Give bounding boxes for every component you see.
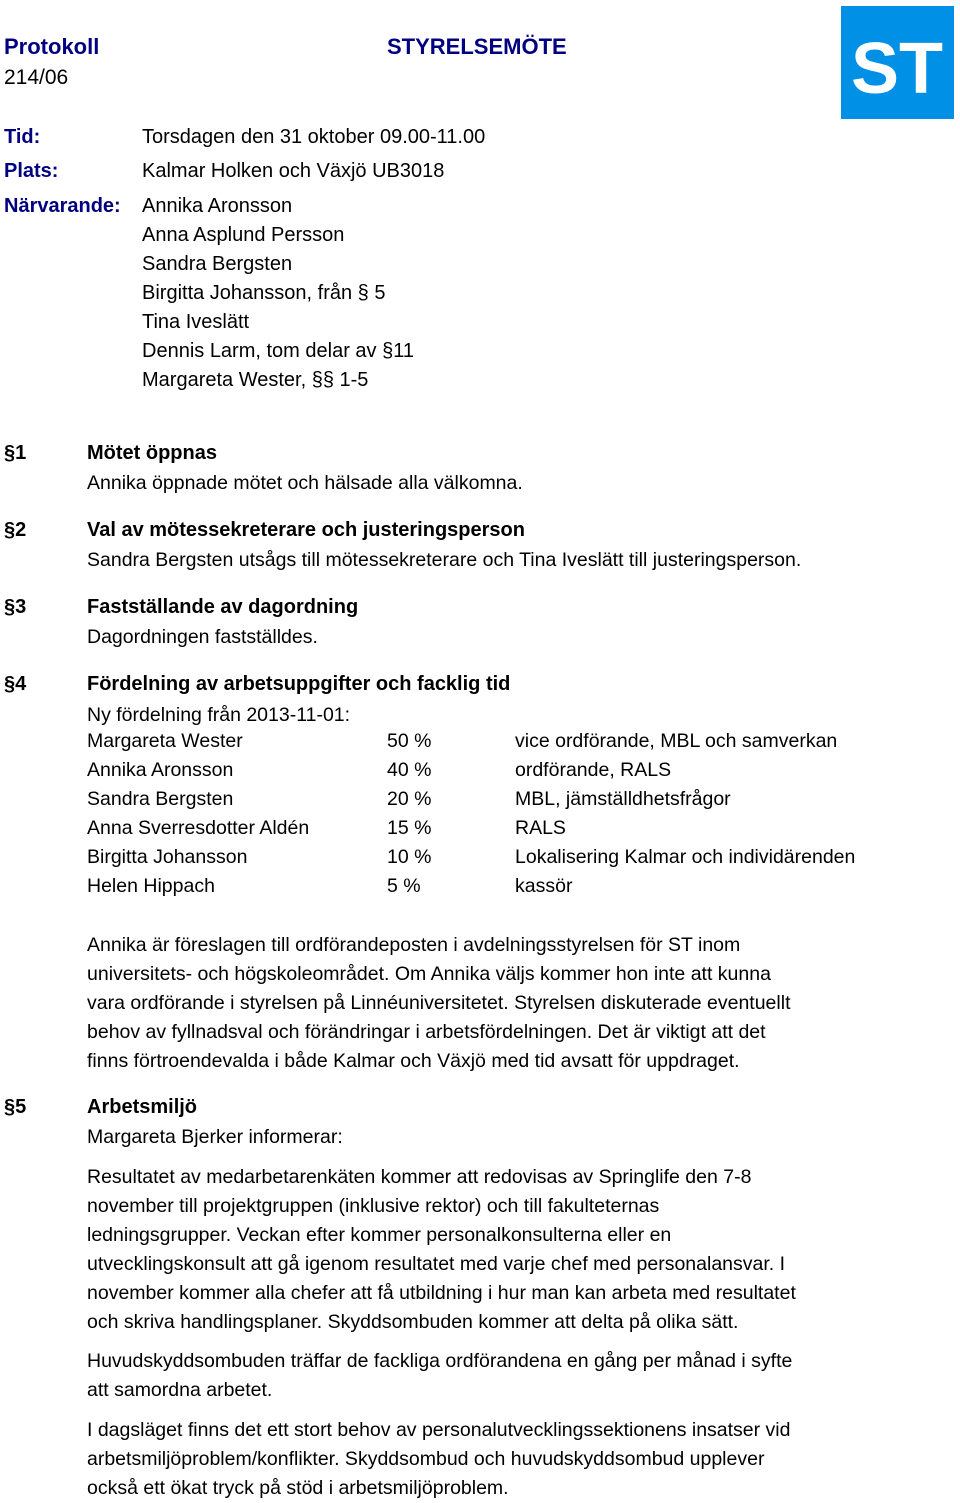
section-5-paragraph-1 (87, 1163, 796, 1337)
section-1-text: Annika öppnade mötet och hälsade alla välkomna. (87, 472, 523, 494)
allocation-row (87, 875, 927, 904)
section-1-title: Mötet öppnas (87, 442, 217, 464)
allocation-percent: 10 % (387, 846, 432, 868)
allocation-name: Helen Hippach (87, 875, 215, 897)
place-label: Plats: (4, 160, 59, 182)
section-4-title: Fördelning av arbetsuppgifter och facklig tid (87, 673, 511, 695)
time-value: Torsdagen den 31 oktober 09.00-11.00 (142, 126, 486, 148)
section-5-intro: Margareta Bjerker informerar: (87, 1126, 343, 1148)
section-4-number: §4 (4, 673, 27, 695)
section-3-title: Fastställande av dagordning (87, 596, 359, 618)
allocation-role: ordförande, RALS (515, 759, 672, 781)
attendee: Birgitta Johansson, från § 5 (142, 282, 386, 304)
section-2-text: Sandra Bergsten utsågs till mötessekreterare och Tina Iveslätt till justeringsperson. (87, 549, 802, 571)
section-5-paragraph-2 (87, 1347, 792, 1405)
section-1-number: §1 (4, 442, 27, 464)
paragraph-line: I dagsläget finns det ett stort behov av personalutvecklingssektionens insatser vid (87, 1419, 791, 1441)
section-5-title: Arbetsmiljö (87, 1096, 198, 1118)
allocation-role: kassör (515, 875, 573, 897)
section-5-paragraph-3 (87, 1416, 791, 1503)
paragraph-line: och skriva handlingsplaner. Skyddsombuden kommer att delta på olika sätt. (87, 1311, 739, 1333)
section-4-intro: Ny fördelning från 2013-11-01: (87, 704, 351, 726)
st-logo-icon (841, 6, 954, 119)
allocation-name: Annika Aronsson (87, 759, 234, 781)
allocation-name: Margareta Wester (87, 730, 243, 752)
attendee: Anna Asplund Persson (142, 224, 345, 246)
paragraph-line: Resultatet av medarbetarenkäten kommer att redovisas av Springlife den 7-8 (87, 1166, 752, 1188)
paragraph-line: utvecklingskonsult att gå igenom resultatet med varje chef med personalansvar. I (87, 1253, 786, 1275)
attendees-label: Närvarande: (4, 195, 121, 217)
paragraph-line: Huvudskyddsombuden träffar de fackliga ordförandena en gång per månad i syfte (87, 1350, 793, 1372)
allocation-row (87, 730, 927, 759)
section-2-number: §2 (4, 519, 27, 541)
allocation-percent: 50 % (387, 730, 432, 752)
page-title: STYRELSEMÖTE (387, 34, 567, 59)
attendee: Dennis Larm, tom delar av §11 (142, 340, 414, 362)
allocation-name: Anna Sverresdotter Aldén (87, 817, 310, 839)
document-number: 214/06 (4, 66, 69, 89)
time-label: Tid: (4, 126, 41, 148)
allocation-percent: 20 % (387, 788, 432, 810)
allocation-percent: 5 % (387, 875, 421, 897)
paragraph-line: Annika är föreslagen till ordförandeposten i avdelningsstyrelsen för ST inom (87, 934, 741, 956)
section-3-number: §3 (4, 596, 27, 618)
paragraph-line: ledningsgrupper. Veckan efter kommer personalkonsulterna eller en (87, 1224, 672, 1246)
paragraph-line: november kommer alla chefer att få utbildning i hur man kan arbeta med resultatet (87, 1282, 796, 1304)
paragraph-line: finns förtroendevalda i både Kalmar och Växjö med tid avsatt för uppdraget. (87, 1050, 740, 1072)
section-4-paragraph (87, 931, 791, 1076)
attendees-list (142, 192, 414, 395)
allocation-row (87, 759, 927, 788)
allocation-name: Sandra Bergsten (87, 788, 234, 810)
st-logo (841, 6, 954, 119)
allocation-role: Lokalisering Kalmar och individärenden (515, 846, 856, 868)
allocation-percent: 15 % (387, 817, 432, 839)
paragraph-line: november till projektgruppen (inklusive rektor) och till fakulteternas (87, 1195, 660, 1217)
paragraph-line: behov av fyllnadsval och förändringar i arbetsfördelningen. Det är viktigt att det (87, 1021, 766, 1043)
allocation-role: RALS (515, 817, 566, 839)
attendee: Sandra Bergsten (142, 253, 293, 275)
attendee: Margareta Wester, §§ 1-5 (142, 369, 369, 391)
paragraph-line: att samordna arbetet. (87, 1379, 273, 1401)
place-value: Kalmar Holken och Växjö UB3018 (142, 160, 445, 182)
allocation-role: vice ordförande, MBL och samverkan (515, 730, 838, 752)
allocation-row (87, 846, 927, 875)
section-3-text: Dagordningen fastställdes. (87, 626, 318, 648)
paragraph-line: universitets- och högskoleområdet. Om Annika väljs kommer hon inte att kunna (87, 963, 771, 985)
allocation-percent: 40 % (387, 759, 432, 781)
allocation-role: MBL, jämställdhetsfrågor (515, 788, 731, 810)
paragraph-line: också ett ökat tryck på stöd i arbetsmiljöproblem. (87, 1477, 509, 1499)
allocation-row (87, 788, 927, 817)
allocation-name: Birgitta Johansson (87, 846, 248, 868)
paragraph-line: vara ordförande i styrelsen på Linnéuniversitetet. Styrelsen diskuterade eventuellt (87, 992, 791, 1014)
attendee: Tina Iveslätt (142, 311, 250, 333)
allocation-row (87, 817, 927, 846)
logo-text: ST (850, 29, 944, 109)
paragraph-line: arbetsmiljöproblem/konflikter. Skyddsombud och huvudskyddsombud upplever (87, 1448, 765, 1470)
section-2-title: Val av mötessekreterare och justeringsperson (87, 519, 525, 541)
attendee: Annika Aronsson (142, 195, 293, 217)
section-5-number: §5 (4, 1096, 27, 1118)
document-type: Protokoll (4, 34, 100, 59)
